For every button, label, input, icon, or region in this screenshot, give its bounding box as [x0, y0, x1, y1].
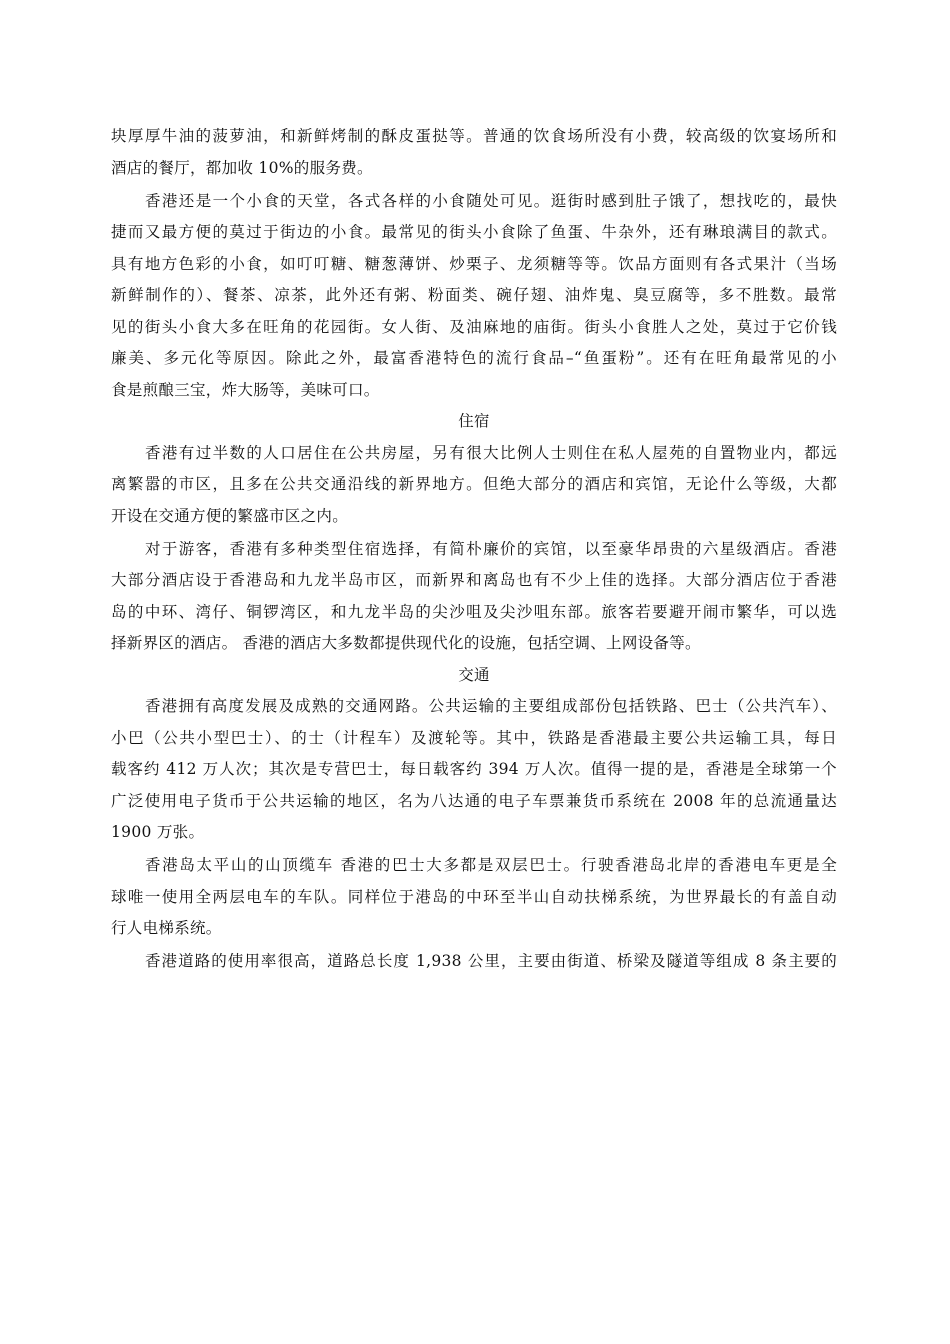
- text-line: 廉美、多元化等原因。除此之外，最富香港特色的流行食品–“鱼蛋粉”。还有在旺角最常见的小: [111, 349, 837, 367]
- text-line: 球唯一使用全两层电车的车队。同样位于港岛的中环至半山自动扶梯系统，为世界最长的有盖自动: [111, 887, 837, 906]
- text-line: 见的街头小食大多在旺角的花园街。女人街、及油麻地的庙街。街头小食胜人之处，莫过于它价钱: [111, 317, 837, 336]
- text-line: 食是煎酿三宝，炸大肠等，美味可口。: [111, 380, 380, 399]
- text-line: 酒店的餐厅，都加收 10%的服务费。: [111, 158, 373, 177]
- paragraph-lodging-1: [111, 438, 837, 533]
- text-line: 大部分酒店设于香港岛和九龙半岛市区，而新界和离岛也有不少上佳的选择。大部分酒店位于香港: [111, 571, 837, 589]
- text-line: 香港有过半数的人口居住在公共房屋，另有很大比例人士则住在私人屋苑的自置物业内，都远: [145, 443, 837, 462]
- text-line: 香港拥有高度发展及成熟的交通网路。公共运输的主要组成部份包括铁路、巴士（公共汽车）、: [145, 697, 837, 715]
- paragraph-food-end: [111, 121, 837, 184]
- section-heading-lodging: 住宿: [458, 412, 490, 430]
- text-line: 香港岛太平山的山顶缆车 香港的巴士大多都是双层巴士。行驶香港岛北岸的香港电车更是全: [145, 856, 837, 874]
- text-line: 捷而又最方便的莫过于街边的小食。最常见的街头小食除了鱼蛋、牛杂外，还有琳琅满目的款式。: [111, 223, 837, 241]
- text-line: 香港还是一个小食的天堂，各式各样的小食随处可见。逛街时感到肚子饿了，想找吃的，最快: [145, 191, 837, 210]
- text-line: 开设在交通方便的繁盛市区之内。: [111, 506, 349, 525]
- paragraph-transport-3: [111, 946, 837, 978]
- text-line: 对于游客，香港有多种类型住宿选择，有简朴廉价的宾馆，以至豪华昂贵的六星级酒店。香港: [145, 539, 837, 558]
- paragraph-transport-1: [111, 691, 837, 849]
- text-line: 载客约 412 万人次；其次是专营巴士，每日载客约 394 万人次。值得一提的是，香港是全球第一个: [111, 760, 837, 778]
- text-line: 择新界区的酒店。 香港的酒店大多数都提供现代化的设施，包括空调、上网设备等。: [111, 634, 701, 652]
- text-line: 1900 万张。: [111, 823, 205, 841]
- text-line: 新鲜制作的）、餐茶、凉茶，此外还有粥、粉面类、碗仔翅、油炸鬼、臭豆腐等，多不胜数。最常: [111, 286, 837, 304]
- paragraph-lodging-2: [111, 534, 837, 660]
- text-line: 岛的中环、湾仔、铜锣湾区，和九龙半岛的尖沙咀及尖沙咀东部。旅客若要避开闹市繁华，可以选: [111, 602, 837, 621]
- text-line: 块厚厚牛油的菠萝油，和新鲜烤制的酥皮蛋挞等。普通的饮食场所没有小费，较高级的饮宴场所和: [111, 127, 837, 145]
- text-line: 广泛使用电子货币于公共运输的地区，名为八达通的电子车票兼货币系统在 2008 年的总流通量达: [111, 791, 837, 810]
- text-line: 香港道路的使用率很高，道路总长度 1,938 公里，主要由街道、桥梁及隧道等组成 8 条主要的: [145, 952, 837, 970]
- document-body: [111, 121, 837, 978]
- paragraph-transport-2: [111, 850, 837, 945]
- text-line: 离繁嚣的市区，且多在公共交通沿线的新界地方。但绝大部分的酒店和宾馆，无论什么等级，大都: [111, 475, 837, 493]
- paragraph-snacks: [111, 186, 837, 407]
- text-line: 行人电梯系统。: [111, 919, 222, 937]
- section-heading-transport: 交通: [458, 665, 490, 684]
- text-line: 具有地方色彩的小食，如叮叮糖、糖葱薄饼、炒栗子、龙须糖等等。饮品方面则有各式果汁（当场: [111, 254, 837, 273]
- text-line: 小巴（公共小型巴士）、的士（计程车）及渡轮等。其中，铁路是香港最主要公共运输工具，每日: [111, 728, 837, 747]
